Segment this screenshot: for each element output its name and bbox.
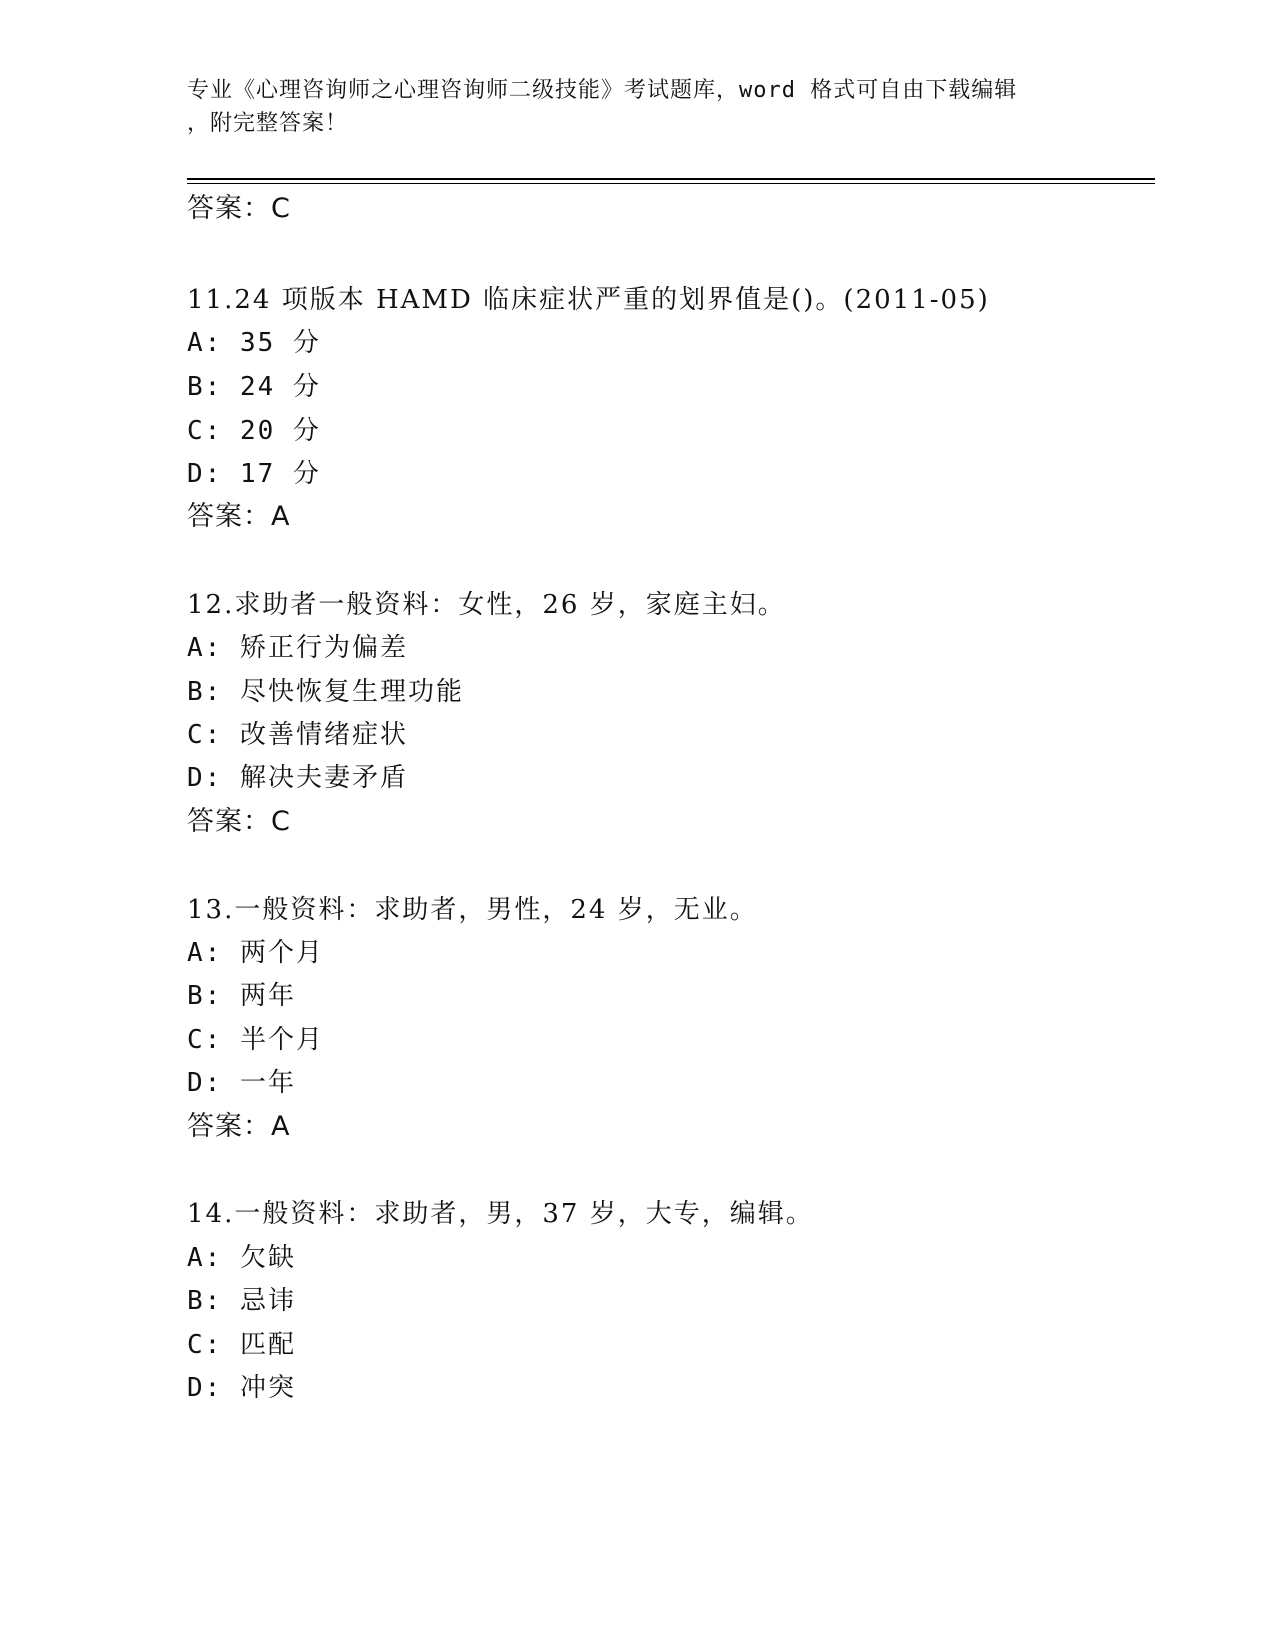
question-12-text: 12.求助者一般资料：女性，26 岁，家庭主妇。	[187, 590, 786, 620]
question-13-answer: 答案：A	[187, 1111, 291, 1142]
document-header	[187, 74, 1067, 140]
question-11-text: 11.24 项版本 HAMD 临床症状严重的划界值是()。(2011-05)	[187, 285, 990, 315]
question-13-option-b: B: 两年	[187, 981, 296, 1011]
question-13-option-a: A: 两个月	[187, 938, 324, 968]
question-12-option-a: A: 矫正行为偏差	[187, 633, 408, 663]
question-14-option-c: C: 匹配	[187, 1330, 296, 1360]
question-12-answer: 答案：C	[187, 806, 291, 837]
question-12-option-c: C: 改善情绪症状	[187, 720, 408, 750]
header-line-1: 专业《心理咨询师之心理咨询师二级技能》考试题库，word 格式可自由下载编辑	[187, 78, 1018, 103]
question-11-option-b: B: 24 分	[187, 372, 321, 402]
question-14-option-d: D: 冲突	[187, 1373, 296, 1403]
header-line-2: ，附完整答案！	[187, 111, 349, 136]
question-11-option-a: A: 35 分	[187, 328, 321, 358]
question-13-option-d: D: 一年	[187, 1068, 296, 1098]
header-rule-thin	[187, 183, 1155, 184]
question-13-text: 13.一般资料：求助者，男性，24 岁，无业。	[187, 895, 758, 925]
question-11-option-c: C: 20 分	[187, 416, 321, 446]
question-14-option-b: B: 忌讳	[187, 1286, 296, 1316]
question-12-option-d: D: 解决夫妻矛盾	[187, 763, 408, 793]
question-12-option-b: B: 尽快恢复生理功能	[187, 677, 464, 707]
answer-line: 答案：C	[187, 193, 291, 224]
question-14-option-a: A: 欠缺	[187, 1243, 296, 1273]
header-rule-thick	[187, 178, 1155, 180]
question-14-text: 14.一般资料：求助者，男，37 岁，大专，编辑。	[187, 1199, 814, 1229]
question-13-option-c: C: 半个月	[187, 1025, 324, 1055]
question-11-option-d: D: 17 分	[187, 459, 321, 489]
question-11-answer: 答案：A	[187, 501, 291, 532]
